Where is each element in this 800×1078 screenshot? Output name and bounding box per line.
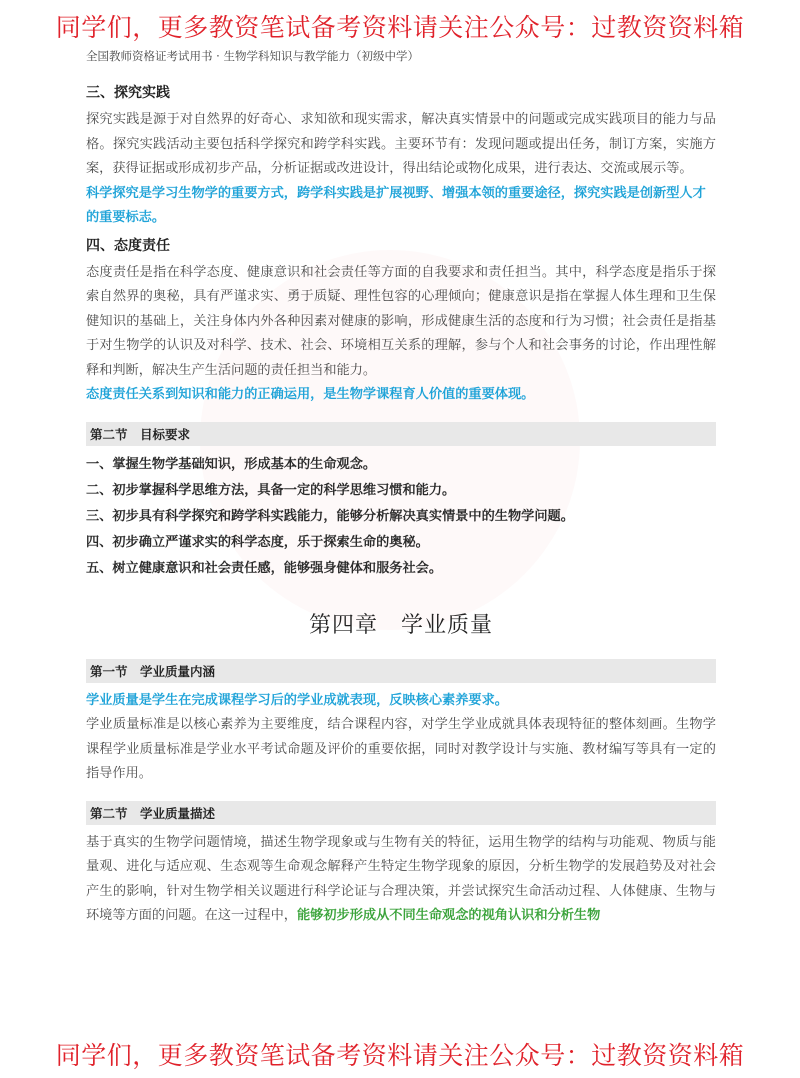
highlight-quality: 学业质量是学生在完成课程学习后的学业成就表现，反映核心素养要求。	[86, 692, 508, 708]
goal-item: 五、树立健康意识和社会责任感，能够强身健体和服务社会。	[86, 560, 443, 576]
chapter-title: 第四章 学业质量	[308, 612, 493, 638]
section-heading-inquiry: 三、探究实践	[86, 85, 170, 101]
goal-item: 一、掌握生物学基础知识，形成基本的生命观念。	[86, 456, 377, 472]
goal-item: 四、初步确立严谨求实的科学态度，乐于探索生命的奥秘。	[86, 534, 429, 550]
goal-item: 二、初步掌握科学思维方法，具备一定的科学思维习惯和能力。	[86, 482, 456, 498]
running-head: 全国教师资格证考试用书 · 生物学科知识与教学能力（初级中学）	[86, 49, 419, 63]
paragraph-inquiry: 探究实践是源于对自然界的好奇心、求知欲和现实需求，解决真实情景中的问题或完成实践项目的能力与品格。探究实践活动主要包括科学探究和跨学科实践。主要环节有：发现问题或提出任务，制订方案，实施方案，获得证据或形成初步产品，分析证据或改进设计，得出结论或物化成果，进行表达、交流或展示等。	[86, 112, 716, 176]
paragraph-attitude: 态度责任是指在科学态度、健康意识和社会责任等方面的自我要求和责任担当。其中，科学态度是指乐于探索自然界的奥秘，具有严谨求实、勇于质疑、理性包容的心理倾向；健康意识是指在掌握人体生理和卫生保健知识的基础上，关注身体内外各种因素对健康的影响，形成健康生活的态度和行为习惯；社会责任是指基于对生物学的认识及对科学、技术、社会、环境相互关系的理解，参与个人和社会事务的讨论，作出理性解释和判断，解决生产生活问题的责任担当和能力。	[86, 264, 716, 378]
section-bar-quality-description: 第二节 学业质量描述	[86, 801, 716, 825]
goal-item: 三、初步具有科学探究和跨学科实践能力，能够分析解决真实情景中的生物学问题。	[86, 508, 574, 524]
highlight-attitude: 态度责任关系到知识和能力的正确运用，是生物学课程育人价值的重要体现。	[86, 387, 535, 402]
promo-banner-top: 同学们，更多教资笔试备考资料请关注公众号：过教资资料箱	[55, 13, 745, 42]
highlight-inquiry: 科学探究是学习生物学的重要方式，跨学科实践是扩展视野、增强本领的重要途径，探究实践是创新型人才的重要标志。	[86, 185, 706, 225]
quality-description-text: 基于真实的生物学问题情境，描述生物学现象或与生物有关的特征，运用生物学的结构与功能观、物质与能量观、进化与适应观、生态观等生命观念解释产生特定生物学现象的原因，分析生物学的发展趋势及对社会产生的影响，针对生物学相关议题进行科学论证与合理决策，并尝试探究生命活动过程、人体健康、生物与环境等方面的问题。在这一过程中，	[86, 834, 716, 923]
section-bar-quality-connotation: 第一节 学业质量内涵	[86, 659, 716, 683]
page-content	[86, 78, 716, 929]
paragraph-quality-description	[86, 831, 716, 929]
section-heading-attitude: 四、态度责任	[86, 237, 170, 254]
promo-banner-bottom: 同学们，更多教资笔试备考资料请关注公众号：过教资资料箱	[55, 1041, 745, 1070]
highlight-quality-description: 能够初步形成从不同生命观念的视角认识和分析生物	[297, 908, 601, 923]
paragraph-quality-connotation: 学业质量标准是以核心素养为主要维度，结合课程内容，对学生学业成就具体表现特征的整体刻画。生物学课程学业质量标准是学业水平考试命题及评价的重要依据，同时对教学设计与实施、教材编写等具有一定的指导作用。	[86, 717, 716, 781]
section-bar-goals: 第二节 目标要求	[86, 422, 716, 446]
